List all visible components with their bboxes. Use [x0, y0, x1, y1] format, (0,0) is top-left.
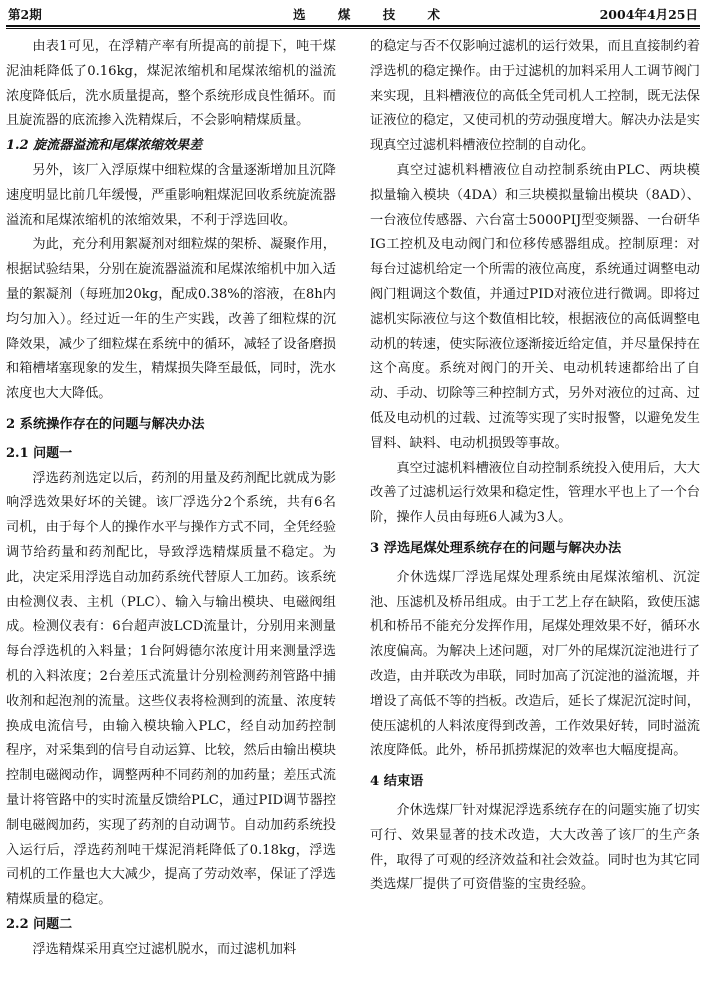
header-rule: [6, 25, 700, 27]
body-paragraph: 由表1可见，在浮精产率有所提高的前提下，吨干煤泥油耗降低了0.16kg，煤泥浓缩机和尾煤浓缩机的溢流浓度降低后，洗水质量提高，整个系统形成良性循环。而且旋流器的底流掺入洗精煤后，不会影响精煤质量。: [6, 39, 336, 129]
left-column: [6, 35, 336, 962]
issue-number: 第2期: [8, 7, 42, 22]
body-paragraph: 真空过滤机料槽液位自动控制系统投入使用后，大大改善了过滤机运行效果和稳定性，管理水平也上了一个台阶，操作人员由每班6人减为3人。: [370, 460, 700, 526]
section-heading: 3 浮选尾煤处理系统存在的问题与解决办法: [370, 540, 622, 556]
body-paragraph: 为此，充分利用絮凝剂对细粒煤的架桥、凝聚作用，根据试验结果，分别在旋流器溢流和尾煤浓缩机中加入适量的絮凝剂（每班加20kg，配成0.38%的溶液，在8h内均匀加入）。经过近一年的生产实践，改善了细粒煤的沉降效果，减少了细粒煤在系统中的循环，减轻了设备磨损和箱槽堵塞现象的发生，精煤损失降至最低，同时，洗水浓度也大大降低。: [6, 237, 336, 402]
subsection-heading: 2.1 问题一: [6, 445, 73, 461]
subsection-heading: 2.2 问题二: [6, 916, 73, 932]
subsection-heading: 1.2 旋流器溢流和尾煤浓缩效果差: [6, 138, 203, 154]
body-paragraph: 浮选药剂选定以后，药剂的用量及药剂配比就成为影响浮选效果好坏的关键。该厂浮选分2个系统，共有6名司机，由于每个人的操作水平与操作方式不同，全凭经验调节给药量和药剂配比，导致浮选精煤质量不稳定。为此，决定采用浮选自动加药系统代替原人工加药。该系统由检测仪表、主机（PLC）、输入与输出模块、电磁阀组成。检测仪表有：6台超声波LCD流量计，分别用来测量每台浮选机的入料量；1台阿姆德尔浓度计用来测量浮选机的入料浓度；2台差压式流量计分别检测药剂管路中捕收剂和起泡剂的流量。这些仪表将检测到的流量、浓度转换成电流信号，由输入模块输入PLC，经自动加药控制程序，对采集到的信号自动运算、比较，然后由输出模块控制电磁阀动作，调整两种不同药剂的加药量；差压式流量计将管路中的实时流量反馈给PLC，通过PID调节器控制电磁阀加药，实现了药剂的自动调节。自动加药系统投入运行后，浮选药剂吨干煤泥消耗降低了0.18kg，浮选司机的工作量也大大减少，提高了劳动效率，保证了浮选精煤质量的稳定。: [6, 470, 336, 908]
body-paragraph: 浮选精煤采用真空过滤机脱水，而过滤机加料: [32, 941, 297, 957]
header-rule-thin: [6, 28, 700, 29]
section-heading: 2 系统操作存在的问题与解决办法: [6, 416, 205, 432]
body-paragraph: 介休选煤厂针对煤泥浮选系统存在的问题实施了切实可行、效果显著的技术改造，大大改善了该厂的生产条件，取得了可观的经济效益和社会效益。同时也为其它同类选煤厂提供了可资借鉴的宝贵经验。: [370, 802, 700, 893]
journal-title: 选 煤 技 术: [293, 7, 455, 22]
body-paragraph: 真空过滤机料槽液位自动控制系统由PLC、两块模拟量输入模块（4DA）和三块模拟量输出模块（8AD）、一台液位传感器、六台富士5000PIJ型变频器、一台研华IG工控机及电动阀门和位移传感器组成。控制原理：对每台过滤机给定一个所需的液位高度，系统通过调整电动阀门粗调这个数值，并通过PID对液位进行微调。即将过滤机实际液位与这个数值相比较，根据液位的高低调整电动机的转速，使实际液位逐渐接近给定值，并尽量保持在这个高度。系统对阀门的开关、电动机转速都给出了自动、手动、切除等三种控制方式，另外对液位的过高、过低及电动机的过载、过流等实现了实时报警，以避免发生冒料、缺料、电动机损毁等事故。: [370, 162, 700, 451]
publication-date: 2004年4月25日: [599, 7, 698, 22]
body-paragraph: 另外，该厂入浮原煤中细粒煤的含量逐渐增加且沉降速度明显比前几年缓慢，严重影响粗煤泥回收系统旋流器溢流和尾煤浓缩机的浓缩效果，不利于浮选回收。: [6, 162, 336, 228]
section-heading: 4 结束语: [370, 774, 424, 790]
body-paragraph: 介休选煤厂浮选尾煤处理系统由尾煤浓缩机、沉淀池、压滤机及桥吊组成。由于工艺上存在缺陷，致使压滤机和桥吊不能充分发挥作用，尾煤处理效果不好，循环水浓度偏高。为解决上述问题，对厂外的尾煤沉淀池进行了改造，由并联改为串联，同时加高了沉淀池的溢流堰，并增设了高低不等的挡板。改造后，延长了煤泥沉淀时间，使压滤机的人料浓度得到改善，工作效果好转，同时溢流浓度降低。此外，桥吊抓捞煤泥的效率也大幅度提高。: [370, 569, 700, 759]
running-header: [8, 2, 698, 24]
body-paragraph: 的稳定与否不仅影响过滤机的运行效果，而且直接制约着浮选机的稳定操作。由于过滤机的加料采用人工调节阀门来实现，且料槽液位的高低全凭司机人工控制，既无法保证液位的稳定，又使司机的劳动强度增大。解决办法是实现真空过滤机料槽液位控制的自动化。: [370, 39, 700, 154]
right-column: [370, 35, 700, 898]
